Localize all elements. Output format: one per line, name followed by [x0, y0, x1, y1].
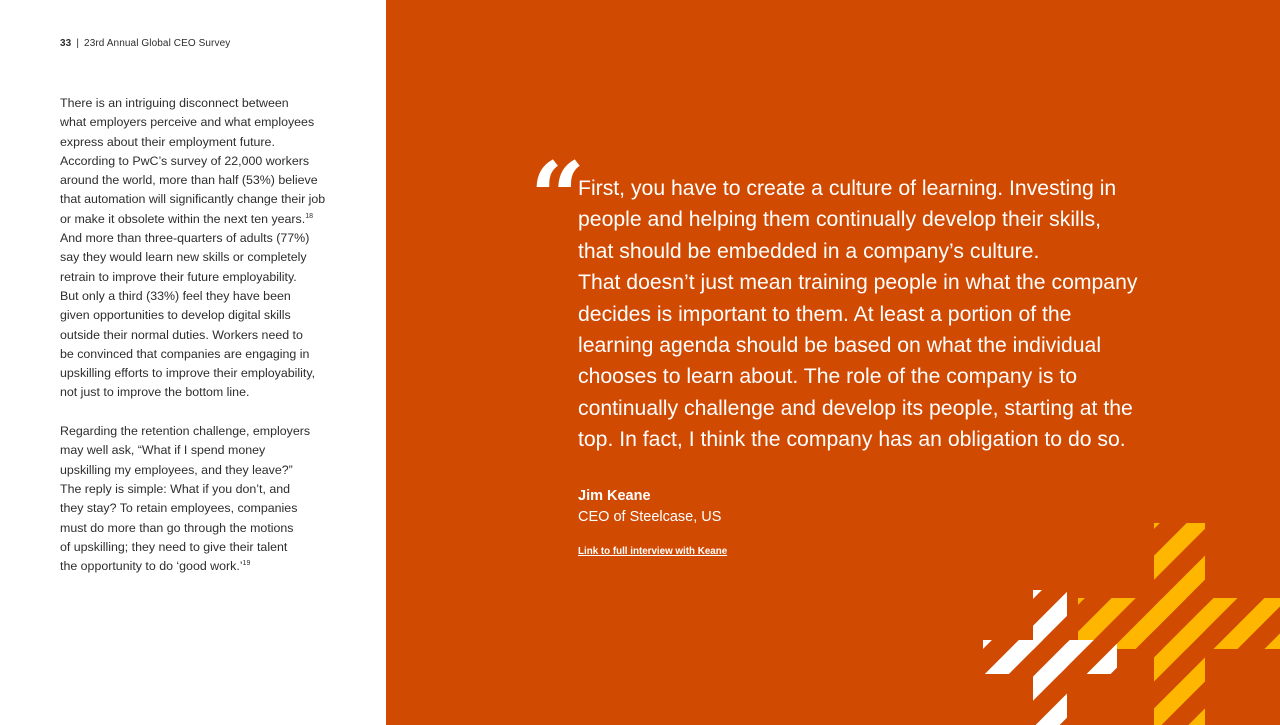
- quotation-mark-icon: “: [530, 141, 586, 254]
- body-line: And more than three-quarters of adults (77%): [60, 231, 310, 246]
- body-line: say they would learn new skills or completely: [60, 250, 307, 265]
- paragraph-retention: [60, 422, 335, 576]
- body-line: be convinced that companies are engaging in: [60, 346, 310, 361]
- body-line: may well ask, “What if I spend money: [60, 443, 266, 458]
- quote-line: learning agenda should be based on what the individual: [578, 334, 1102, 358]
- body-line: must do more than go through the motions: [60, 520, 294, 535]
- report-title: 23rd Annual Global CEO Survey: [84, 38, 231, 49]
- white-cross-horizontal: [983, 640, 1117, 674]
- footnote-marker: 19: [242, 560, 251, 567]
- quote-panel: [386, 0, 1280, 725]
- body-line-text: or make it obsolete within the next ten years.: [60, 211, 306, 226]
- body-line: given opportunities to develop digital skills: [60, 308, 291, 323]
- body-line: According to PwC’s survey of 22,000 workers: [60, 153, 310, 168]
- left-text-panel: [0, 0, 386, 725]
- page-header: [60, 38, 230, 49]
- body-line-with-footnote: [60, 557, 335, 576]
- page-number: 33: [60, 38, 72, 49]
- body-line: upskilling efforts to improve their employability,: [60, 366, 316, 381]
- quote-line: chooses to learn about. The role of the company is to: [578, 365, 1077, 389]
- pull-quote: [578, 173, 1178, 456]
- body-line: what employers perceive and what employees: [60, 115, 315, 130]
- body-line-with-footnote: [60, 210, 335, 229]
- body-line: they stay? To retain employees, companies: [60, 501, 298, 516]
- body-line: There is an intriguing disconnect between: [60, 96, 289, 110]
- body-line: of upskilling; they need to give their talent: [60, 539, 288, 554]
- body-line: The reply is simple: What if you don’t, and: [60, 481, 291, 496]
- body-line: Regarding the retention challenge, employers: [60, 424, 311, 439]
- body-line: outside their normal duties. Workers need to: [60, 327, 303, 342]
- body-line: upskilling my employees, and they leave?”: [60, 462, 293, 477]
- quote-line: that should be embedded in a company’s culture.: [578, 239, 1040, 263]
- body-line: express about their employment future.: [60, 134, 275, 149]
- body-line: retrain to improve their future employability.: [60, 269, 297, 284]
- body-line: not just to improve the bottom line.: [60, 385, 250, 400]
- body-line: But only a third (33%) feel they have been: [60, 288, 291, 303]
- yellow-cross-shape: [1078, 523, 1280, 725]
- quote-line: top. In fact, I think the company has an obligation to do so.: [578, 428, 1126, 452]
- quote-author-title: CEO of Steelcase, US: [578, 509, 722, 525]
- body-line: that automation will significantly change their job: [60, 192, 326, 207]
- body-text: [60, 94, 335, 596]
- paragraph-automation: [60, 94, 335, 403]
- quote-line: people and helping them continually develop their skills,: [578, 208, 1101, 232]
- full-interview-link[interactable]: Link to full interview with Keane: [578, 546, 728, 557]
- footnote-marker: 18: [305, 212, 313, 220]
- quote-line: continually challenge and develop its people, starting at the: [578, 396, 1133, 420]
- quote-line: decides is important to them. At least a portion of the: [578, 302, 1072, 326]
- header-separator: |: [76, 38, 80, 49]
- quote-line: First, you have to create a culture of learning. Investing in: [578, 177, 1117, 200]
- quote-line: That doesn’t just mean training people in what the company: [578, 271, 1138, 295]
- body-line-text: the opportunity to do ‘good work.’: [60, 559, 243, 574]
- quote-author-name: Jim Keane: [578, 488, 651, 504]
- body-line: around the world, more than half (53%) believe: [60, 173, 318, 188]
